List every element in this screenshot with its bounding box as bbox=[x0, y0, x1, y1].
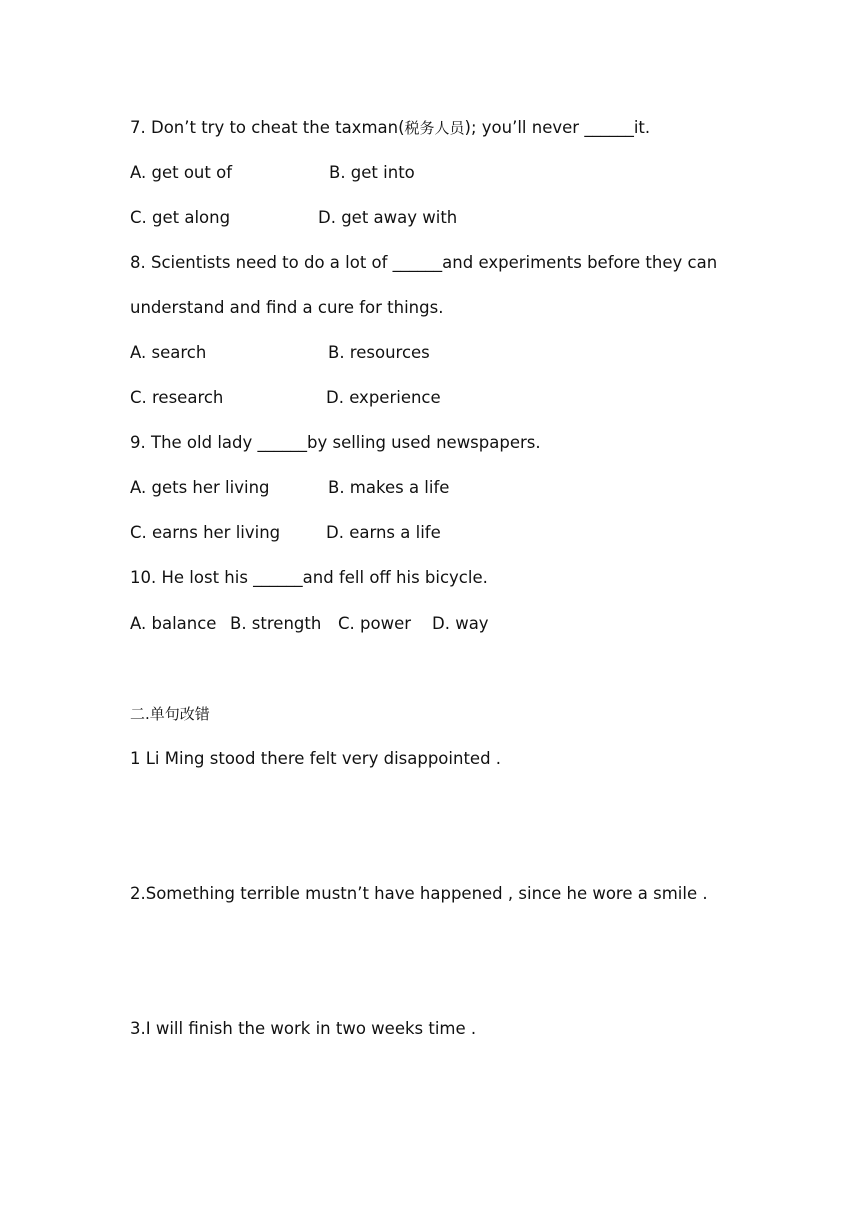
question-7-option-b: B. get into bbox=[329, 163, 415, 182]
question-7-stem-part2: ); you’ll never ______it. bbox=[464, 118, 651, 137]
question-10-option-c: C. power bbox=[338, 614, 412, 633]
question-9-stem: 9. The old lady ______by selling used newspapers. bbox=[130, 433, 541, 452]
question-7-stem bbox=[130, 117, 650, 139]
question-7-option-d: D. get away with bbox=[318, 208, 458, 227]
question-7-option-a: A. get out of bbox=[130, 163, 232, 182]
question-7-stem-chinese: 税务人员 bbox=[404, 119, 465, 137]
correction-item-2: 2.Something terrible mustn’t have happened , since he wore a smile . bbox=[130, 884, 708, 903]
question-8-option-c: C. research bbox=[130, 388, 224, 407]
question-8-option-a: A. search bbox=[130, 343, 207, 362]
question-10-option-a: A. balance bbox=[130, 614, 217, 633]
question-9-option-c: C. earns her living bbox=[130, 523, 281, 542]
question-9-option-a: A. gets her living bbox=[130, 478, 270, 497]
correction-item-1: 1 Li Ming stood there felt very disappointed . bbox=[130, 749, 502, 768]
question-8-option-b: B. resources bbox=[328, 343, 430, 362]
question-10-stem: 10. He lost his ______and fell off his bicycle. bbox=[130, 568, 488, 587]
question-9-option-d: D. earns a life bbox=[326, 523, 441, 542]
question-10-option-b: B. strength bbox=[230, 614, 322, 633]
question-8-stem-line2: understand and find a cure for things. bbox=[130, 298, 444, 317]
question-7-option-c: C. get along bbox=[130, 208, 231, 227]
section-2-heading: 二.单句改错 bbox=[130, 705, 210, 723]
question-8-option-d: D. experience bbox=[326, 388, 441, 407]
question-10-option-d: D. way bbox=[432, 614, 489, 633]
question-9-option-b: B. makes a life bbox=[328, 478, 450, 497]
question-7-stem-part1: 7. Don’t try to cheat the taxman( bbox=[130, 118, 405, 137]
correction-item-3: 3.I will finish the work in two weeks time . bbox=[130, 1019, 477, 1038]
question-8-stem-line1: 8. Scientists need to do a lot of ______and experiments before they can bbox=[130, 253, 718, 272]
